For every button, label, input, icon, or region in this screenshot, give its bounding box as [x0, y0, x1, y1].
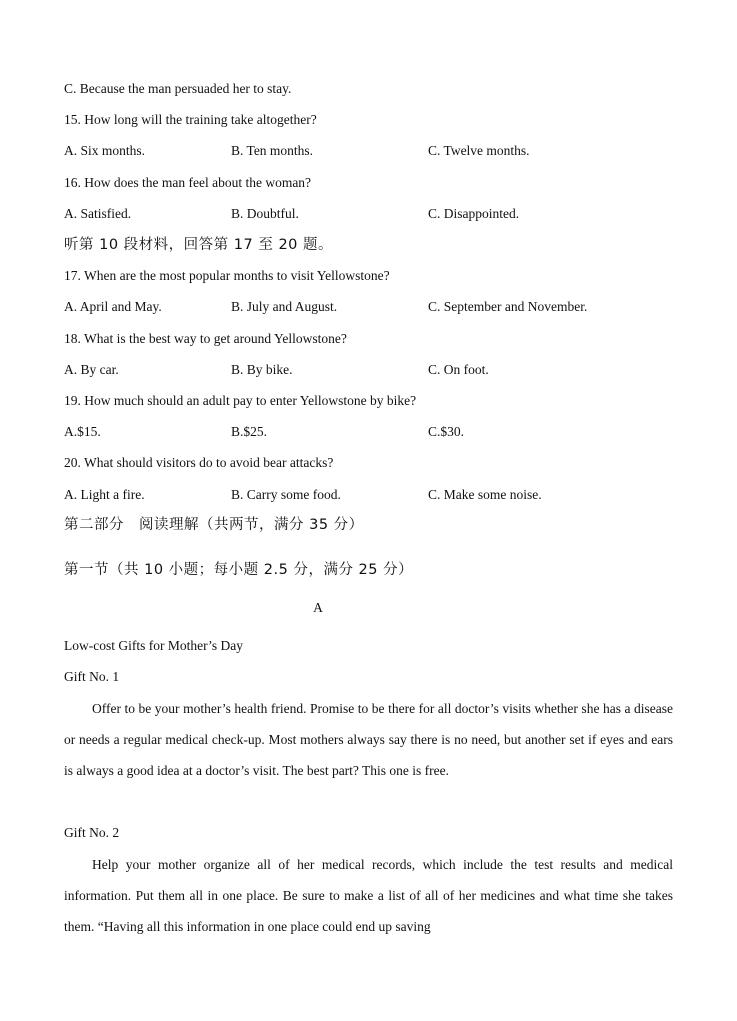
q19-option-a: A.$15.: [64, 424, 101, 439]
q15-option-a: A. Six months.: [64, 143, 146, 158]
section-10-instruction: 听第 10 段材料，回答第 17 至 20 题。: [64, 237, 334, 253]
gift-1-heading: Gift No. 1: [64, 669, 120, 684]
q16-option-c: C. Disappointed.: [428, 206, 520, 221]
gift-2-paragraph: Help your mother organize all of her medical records, which include the test results and medical information. Put them all in one place. Be sure to make a list of all of her medicines and what time she takes them. “Having all this information in one place could end up saving: [64, 857, 673, 934]
q18-option-c: C. On foot.: [428, 362, 489, 377]
q17-option-b: B. July and August.: [231, 299, 338, 314]
q19-option-b: B.$25.: [231, 424, 268, 439]
gift-1-paragraph: Offer to be your mother’s health friend. Promise to be there for all doctor’s visits whether she has a disease or needs a regular medical check-up. Most mothers always say there is no need, but another set if eyes and ears is always a good idea at a doctor’s visit. The best part? This one is free.: [64, 701, 673, 778]
section-1-heading: 第一节（共 10 小题；每小题 2.5 分，满分 25 分）: [64, 562, 414, 578]
q16-option-b: B. Doubtful.: [231, 206, 299, 221]
q15-option-b: B. Ten months.: [231, 143, 314, 158]
q16-option-a: A. Satisfied.: [64, 206, 132, 221]
passage-title: Low-cost Gifts for Mother’s Day: [64, 638, 243, 653]
question-16: 16. How does the man feel about the woman?: [64, 175, 312, 190]
passage-letter: A: [313, 600, 323, 615]
question-19: 19. How much should an adult pay to enter Yellowstone by bike?: [64, 393, 417, 408]
question-17: 17. When are the most popular months to visit Yellowstone?: [64, 268, 390, 283]
question-18: 18. What is the best way to get around Yellowstone?: [64, 331, 347, 346]
q17-option-c: C. September and November.: [428, 299, 588, 314]
q20-option-a: A. Light a fire.: [64, 487, 145, 502]
question-20: 20. What should visitors do to avoid bear attacks?: [64, 455, 334, 470]
q18-option-b: B. By bike.: [231, 362, 293, 377]
q14-option-c: C. Because the man persuaded her to stay.: [64, 81, 292, 96]
part-2-heading: 第二部分 阅读理解（共两节，满分 35 分）: [64, 517, 364, 533]
q19-option-c: C.$30.: [428, 424, 465, 439]
gift-2-heading: Gift No. 2: [64, 825, 120, 840]
question-15: 15. How long will the training take altogether?: [64, 112, 317, 127]
q18-option-a: A. By car.: [64, 362, 119, 377]
q20-option-c: C. Make some noise.: [428, 487, 542, 502]
q20-option-b: B. Carry some food.: [231, 487, 341, 502]
q15-option-c: C. Twelve months.: [428, 143, 530, 158]
q17-option-a: A. April and May.: [64, 299, 162, 314]
